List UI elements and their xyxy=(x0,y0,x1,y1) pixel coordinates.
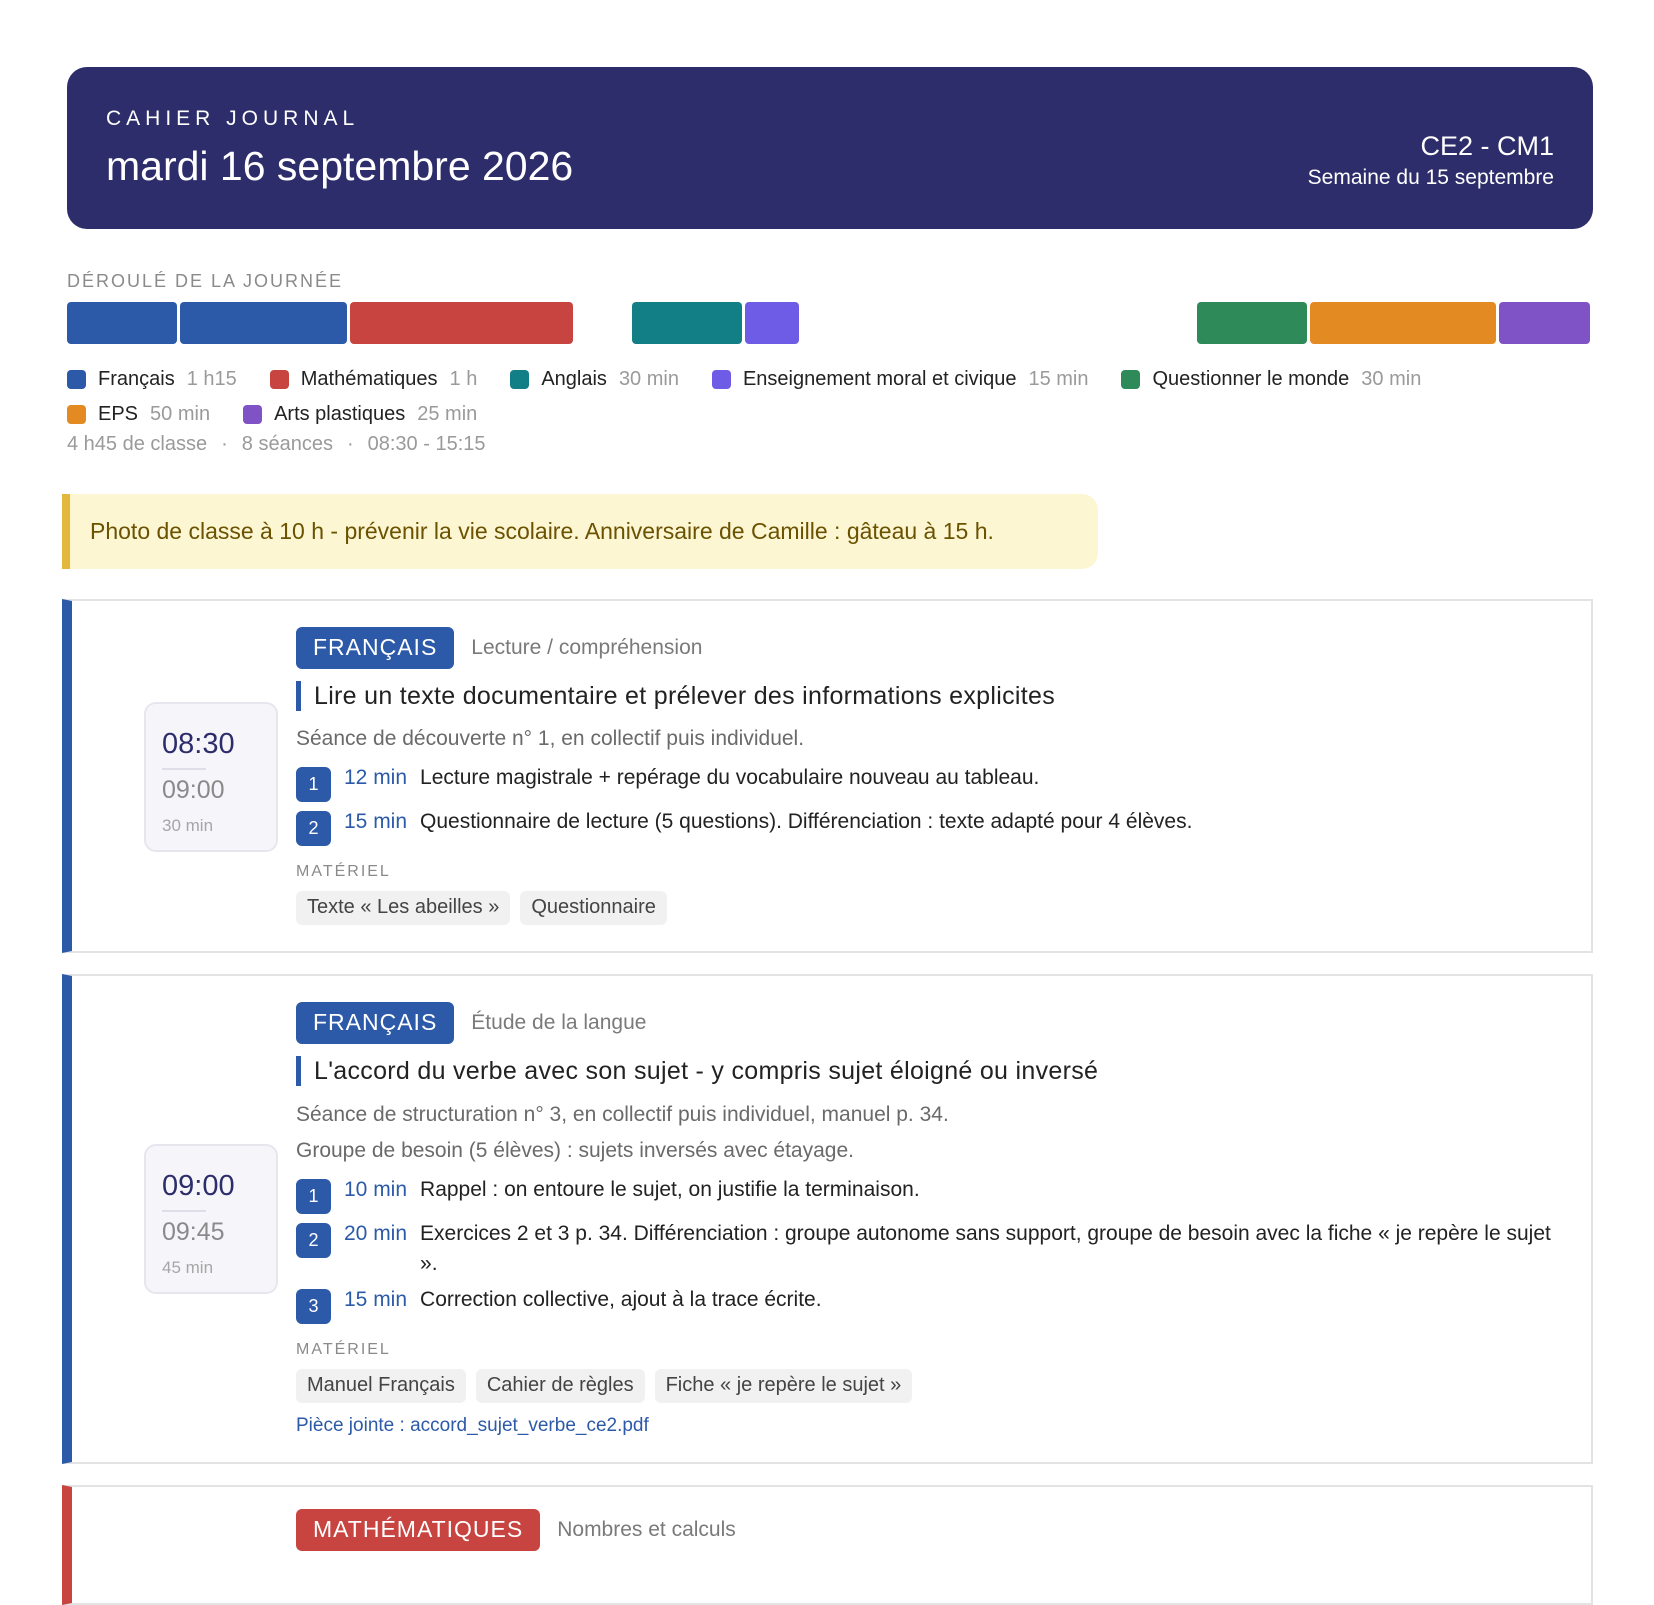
overview-label: DÉROULÉ DE LA JOURNÉE xyxy=(67,271,344,291)
step-duration: 15 min xyxy=(344,810,408,833)
session-start-time: 09:00 xyxy=(162,1170,235,1202)
journal-header xyxy=(67,67,1593,229)
day-stats xyxy=(67,433,486,456)
legend-duration: 1 h15 xyxy=(186,368,237,390)
material-chip: Manuel Français xyxy=(296,1369,466,1403)
legend-item-francais xyxy=(67,368,237,391)
legend-item-anglais xyxy=(510,368,679,391)
day-note: Photo de classe à 10 h - prévenir la vie scolaire. Anniversaire de Camille : gâteau à 15 h. xyxy=(62,494,1098,569)
legend-item-emc xyxy=(712,368,1089,391)
session-end-time: 09:45 xyxy=(162,1218,225,1246)
step-text: Lecture magistrale + repérage du vocabulaire nouveau au tableau. xyxy=(420,766,1040,789)
material-chip: Cahier de règles xyxy=(476,1369,645,1403)
session-step xyxy=(296,807,1567,846)
timeline-segment xyxy=(1310,302,1495,344)
session-title: Lire un texte documentaire et prélever des informations explicites xyxy=(296,681,1055,711)
step-duration: 10 min xyxy=(344,1178,408,1201)
material-label: MATÉRIEL xyxy=(296,1341,391,1358)
journal-kicker: CAHIER JOURNAL xyxy=(106,107,360,130)
legend-name: Mathématiques xyxy=(300,368,438,390)
legend-swatch xyxy=(243,405,262,424)
legend-row xyxy=(67,397,1607,432)
legend-item-questionner-le-monde xyxy=(1121,368,1421,391)
legend-swatch xyxy=(67,405,86,424)
session-card xyxy=(62,974,1593,1464)
legend-name: Français xyxy=(98,368,175,390)
session-description: Groupe de besoin (5 élèves) : sujets inversés avec étayage. xyxy=(296,1139,854,1162)
total-duration: 4 h45 de classe xyxy=(67,433,208,455)
material-chip: Texte « Les abeilles » xyxy=(296,891,510,925)
legend-duration: 30 min xyxy=(1361,368,1422,390)
legend-swatch xyxy=(67,370,86,389)
legend-swatch xyxy=(712,370,731,389)
session-tag-row xyxy=(296,1509,736,1551)
legend-duration: 25 min xyxy=(417,403,478,425)
legend-duration: 1 h xyxy=(449,368,478,390)
legend-item-arts-plastiques xyxy=(243,403,477,426)
session-length: 45 min xyxy=(162,1258,214,1277)
subject-legend xyxy=(67,362,1607,432)
subject-tag: FRANÇAIS xyxy=(296,1002,454,1044)
subject-subdomain: Nombres et calculs xyxy=(557,1518,736,1541)
day-timeline xyxy=(67,302,1593,344)
material-chip: Questionnaire xyxy=(520,891,667,925)
session-step xyxy=(296,1175,1567,1214)
legend-swatch xyxy=(1121,370,1140,389)
legend-duration: 15 min xyxy=(1028,368,1089,390)
timeline-segment xyxy=(180,302,347,344)
step-number: 3 xyxy=(296,1289,331,1324)
step-duration: 15 min xyxy=(344,1288,408,1311)
session-title: L'accord du verbe avec son sujet - y compris sujet éloigné ou inversé xyxy=(296,1056,1098,1086)
session-count: 8 séances xyxy=(241,433,333,455)
legend-name: Arts plastiques xyxy=(274,403,406,425)
session-description: Séance de découverte n° 1, en collectif puis individuel. xyxy=(296,727,805,750)
legend-duration: 30 min xyxy=(618,368,679,390)
session-time-box xyxy=(144,702,278,852)
session-tag-row xyxy=(296,627,702,669)
step-duration: 12 min xyxy=(344,766,408,789)
step-duration: 20 min xyxy=(344,1222,408,1245)
timeline-segment xyxy=(67,302,177,344)
subject-tag: MATHÉMATIQUES xyxy=(296,1509,540,1551)
legend-item-eps xyxy=(67,403,210,426)
step-text: Rappel : on entoure le sujet, on justifie la terminaison. xyxy=(420,1178,920,1201)
session-length: 30 min xyxy=(162,816,214,835)
legend-name: Enseignement moral et civique xyxy=(742,368,1017,390)
step-number: 1 xyxy=(296,767,331,802)
legend-name: Anglais xyxy=(541,368,607,390)
material-list xyxy=(296,891,677,925)
legend-item-mathematiques xyxy=(270,368,478,391)
session-step xyxy=(296,763,1567,802)
timeline-segment xyxy=(745,302,799,344)
week-label: Semaine du 15 septembre xyxy=(1307,166,1554,189)
attachment-link[interactable]: Pièce jointe : accord_sujet_verbe_ce2.pdf xyxy=(296,1415,649,1436)
subject-subdomain: Lecture / compréhension xyxy=(471,636,703,659)
time-separator xyxy=(162,1210,206,1212)
timeline-segment xyxy=(632,302,742,344)
legend-name: EPS xyxy=(98,403,139,425)
session-end-time: 09:00 xyxy=(162,776,225,804)
session-start-time: 08:30 xyxy=(162,728,235,760)
session-card xyxy=(62,599,1593,953)
class-name: CE2 - CM1 xyxy=(1420,131,1554,161)
legend-duration: 50 min xyxy=(150,403,211,425)
separator-dot: · xyxy=(346,433,354,455)
session-step xyxy=(296,1285,1567,1324)
subject-tag: FRANÇAIS xyxy=(296,627,454,669)
legend-swatch xyxy=(510,370,529,389)
session-tag-row xyxy=(296,1002,646,1044)
step-number: 2 xyxy=(296,811,331,846)
session-time-box xyxy=(144,1144,278,1294)
material-list xyxy=(296,1369,922,1403)
session-card xyxy=(62,1485,1593,1605)
time-range: 08:30 - 15:15 xyxy=(367,433,486,455)
subject-subdomain: Étude de la langue xyxy=(471,1011,647,1034)
step-number: 2 xyxy=(296,1223,331,1258)
step-text: Correction collective, ajout à la trace écrite. xyxy=(420,1288,822,1311)
page-title: mardi 16 septembre 2026 xyxy=(106,143,574,189)
legend-swatch xyxy=(270,370,289,389)
timeline-segment xyxy=(1499,302,1590,344)
session-description: Séance de structuration n° 3, en collectif puis individuel, manuel p. 34. xyxy=(296,1103,949,1126)
separator-dot: · xyxy=(221,433,228,455)
step-text: Exercices 2 et 3 p. 34. Différenciation : groupe autonome sans support, groupe de besoin avec la fiche « je repère le sujet ». xyxy=(420,1222,1551,1275)
time-separator xyxy=(162,768,206,770)
material-label: MATÉRIEL xyxy=(296,863,391,880)
step-text: Questionnaire de lecture (5 questions). Différenciation : texte adapté pour 4 élèves. xyxy=(420,810,1193,833)
material-chip: Fiche « je repère le sujet » xyxy=(655,1369,913,1403)
timeline-segment xyxy=(1197,302,1307,344)
legend-row xyxy=(67,362,1607,397)
timeline-segment xyxy=(350,302,573,344)
session-step xyxy=(296,1219,1567,1279)
step-number: 1 xyxy=(296,1179,331,1214)
legend-name: Questionner le monde xyxy=(1152,368,1350,390)
